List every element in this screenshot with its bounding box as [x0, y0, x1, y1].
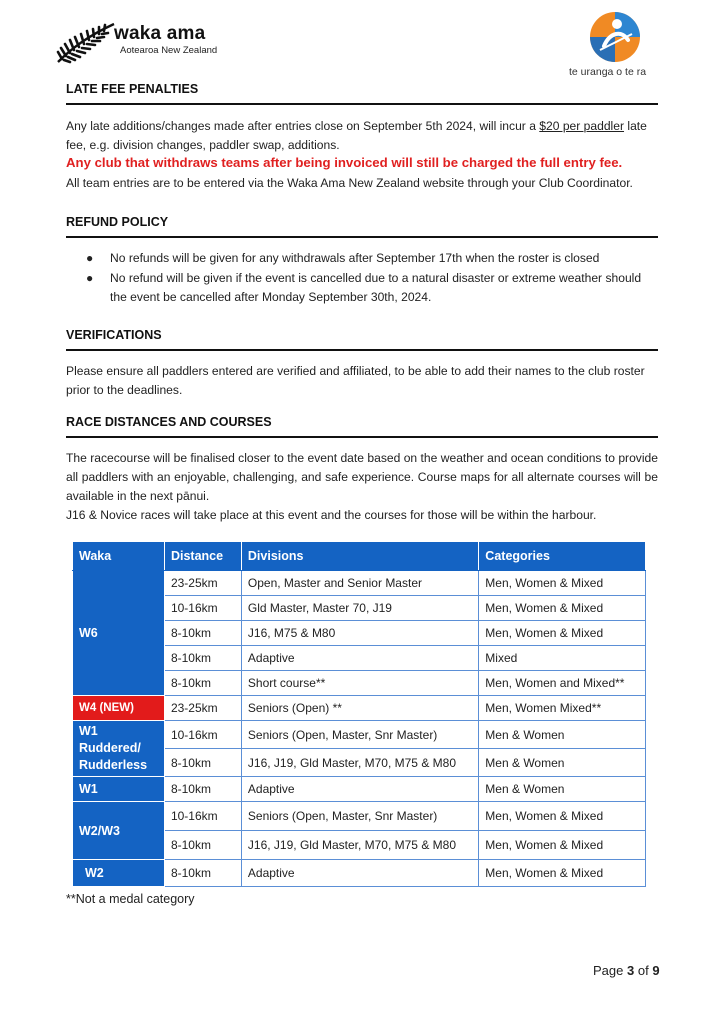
refund-heading: REFUND POLICY [66, 215, 658, 238]
race-note: J16 & Novice races will take place at this event and the courses for those will be within the harbour. [66, 508, 597, 522]
division-cell: Gld Master, Master 70, J19 [241, 596, 478, 621]
page-of: of [637, 963, 649, 978]
table-row [73, 860, 646, 887]
page-total: 9 [652, 963, 660, 978]
brand-name: waka ama [114, 23, 206, 44]
verifications-heading: VERIFICATIONS [66, 328, 658, 351]
category-cell: Men, Women & Mixed [479, 802, 646, 831]
distance-cell: 8-10km [164, 646, 241, 671]
partner-tagline: te uranga o te ra [569, 66, 647, 78]
waka-w2: W2 [73, 860, 165, 887]
header-waka: Waka [73, 542, 165, 571]
division-cell: Adaptive [241, 860, 478, 887]
category-cell: Mixed [479, 646, 646, 671]
list-item [86, 249, 658, 269]
category-cell: Men, Women Mixed** [479, 696, 646, 721]
table-row [73, 571, 646, 596]
medal-footnote: **Not a medal category [66, 892, 195, 906]
table-header-row [73, 542, 646, 571]
race-heading: RACE DISTANCES AND COURSES [66, 415, 658, 438]
race-table [72, 541, 646, 887]
table-row [73, 802, 646, 831]
distance-cell: 8-10km [164, 831, 241, 860]
category-cell: Men & Women [479, 721, 646, 749]
late-fee-amount: $20 per paddler [539, 119, 625, 133]
division-cell: Seniors (Open, Master, Snr Master) [241, 802, 478, 831]
waka-w6: W6 [73, 571, 165, 696]
distance-cell: 10-16km [164, 721, 241, 749]
entries-note: All team entries are to be entered via the Waka Ama New Zealand website through your Club Coordinator. [66, 176, 633, 190]
table-row [73, 777, 646, 802]
race-text: The racecourse will be finalised closer to the event date based on the weather and ocean conditions to provide all paddlers with an enjoyable, challenging, and safe experience. Course maps for all alternate courses will be available in the next pānui. [66, 451, 658, 503]
category-cell: Men & Women [479, 777, 646, 802]
paddler-circle-icon [588, 10, 642, 64]
verifications-text: Please ensure all paddlers entered are verified and affiliated, to be able to add their names to the club roster prior to the deadlines. [66, 364, 645, 397]
withdrawal-warning: Any club that withdraws teams after being invoiced will still be charged the full entry fee. [66, 155, 623, 170]
header-categories: Categories [479, 542, 646, 571]
fern-icon [54, 18, 118, 66]
partner-logo [566, 8, 666, 82]
refund-item-text: No refunds will be given for any withdrawals after September 17th when the roster is closed [110, 251, 600, 265]
category-cell: Men, Women & Mixed [479, 571, 646, 596]
distance-cell: 8-10km [164, 860, 241, 887]
division-cell: Adaptive [241, 646, 478, 671]
late-fee-heading: LATE FEE PENALTIES [66, 82, 658, 105]
division-cell: Seniors (Open, Master, Snr Master) [241, 721, 478, 749]
distance-cell: 8-10km [164, 671, 241, 696]
distance-cell: 23-25km [164, 571, 241, 596]
category-cell: Men, Women & Mixed [479, 831, 646, 860]
page-number [593, 963, 660, 978]
table-row [73, 721, 646, 749]
late-fee-text [66, 117, 658, 155]
distance-cell: 10-16km [164, 596, 241, 621]
division-cell: Short course** [241, 671, 478, 696]
refund-list [86, 249, 658, 308]
category-cell: Men, Women and Mixed** [479, 671, 646, 696]
division-cell: J16, J19, Gld Master, M70, M75 & M80 [241, 749, 478, 777]
division-cell: Open, Master and Senior Master [241, 571, 478, 596]
waka-w2-w3: W2/W3 [73, 802, 165, 860]
waka-w4-new-badge: W4 (NEW) [73, 696, 165, 721]
page-current: 3 [627, 963, 635, 978]
waka-w1-ruddered: W1 Ruddered/ Rudderless [73, 721, 165, 777]
list-item [86, 269, 658, 308]
division-cell: J16, M75 & M80 [241, 621, 478, 646]
category-cell: Men, Women & Mixed [479, 621, 646, 646]
division-cell: J16, J19, Gld Master, M70, M75 & M80 [241, 831, 478, 860]
header-divisions: Divisions [241, 542, 478, 571]
division-cell: Seniors (Open) ** [241, 696, 478, 721]
waka-w1: W1 [73, 777, 165, 802]
distance-cell: 23-25km [164, 696, 241, 721]
division-cell: Adaptive [241, 777, 478, 802]
waka-ama-logo [54, 18, 224, 70]
distance-cell: 8-10km [164, 749, 241, 777]
page-label: Page [593, 963, 624, 978]
distance-cell: 8-10km [164, 777, 241, 802]
late-fee-text-before: Any late additions/changes made after entries close on September 5th 2024, will incur a [66, 119, 540, 133]
bullet-icon: ● [86, 270, 94, 285]
bullet-icon: ● [86, 251, 94, 265]
distance-cell: 10-16km [164, 802, 241, 831]
category-cell: Men, Women & Mixed [479, 860, 646, 887]
refund-item-text: No refund will be given if the event is cancelled due to a natural disaster or extreme weather should the event be cancelled after Monday September 30th, 2024. [110, 270, 642, 304]
late-fee-text-after: late fee, e.g. division changes, paddler swap, additions. [66, 119, 647, 152]
table-row [73, 696, 646, 721]
distance-cell: 8-10km [164, 621, 241, 646]
brand-subtitle: Aotearoa New Zealand [120, 45, 218, 56]
category-cell: Men & Women [479, 749, 646, 777]
category-cell: Men, Women & Mixed [479, 596, 646, 621]
header-distance: Distance [164, 542, 241, 571]
